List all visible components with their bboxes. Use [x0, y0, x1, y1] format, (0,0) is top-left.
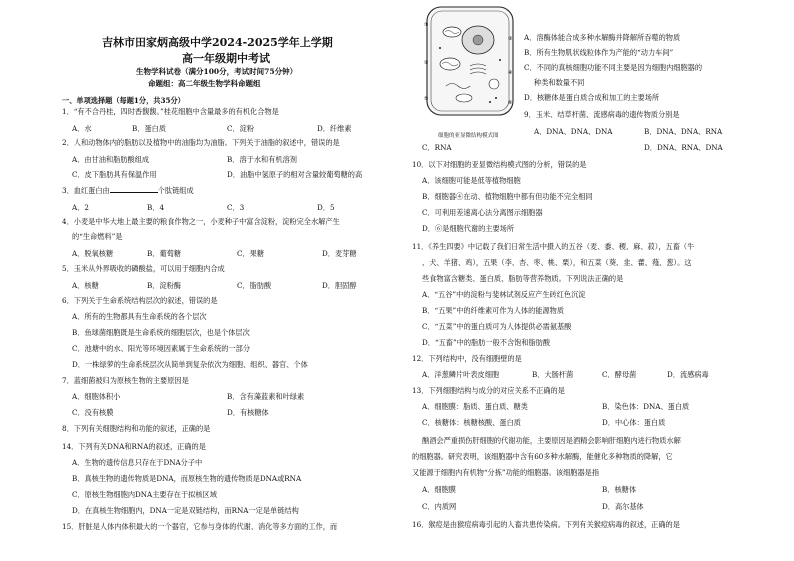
- q10-option-a[interactable]: A．该细胞可能是低等植物细胞: [422, 176, 521, 185]
- q8-option-d[interactable]: D．核糖体是蛋白质合成和加工的主要场所: [524, 93, 660, 102]
- q16-stem: 16．猴痘是由猴痘病毒引起的人畜共患传染病。下列有关猴痘病毒的叙述，正确的是: [412, 520, 680, 529]
- svg-text:①: ①: [424, 22, 429, 28]
- q6-stem: 6．下列关于生命系统结构层次的叙述，错误的是: [62, 296, 218, 305]
- q12-option-a[interactable]: A．洋葱鳞片叶表皮细胞: [422, 370, 500, 379]
- q13-option-c[interactable]: C．核糖体：核糖核酸、蛋白质: [422, 418, 521, 427]
- q14-option-c[interactable]: C．原核生物细胞内DNA主要存在于拟核区域: [72, 490, 217, 499]
- svg-text:④: ④: [508, 70, 513, 76]
- q11-stem-1: 11．《养生四要》中记载了我们日常生活中摄入的五谷（麦、黍、稷、麻、菽），五畜（牛: [412, 242, 695, 251]
- q6-option-c[interactable]: C．池塘中的水、阳光等环境因素属于生命系统的一部分: [72, 344, 251, 353]
- svg-text:②: ②: [424, 60, 429, 66]
- q6-option-d[interactable]: D．一株绿萝的生命系统层次从简单到复杂依次为细胞、组织、器官、个体: [72, 360, 308, 369]
- q13-option-d[interactable]: D．中心体：蛋白质: [602, 418, 666, 427]
- passage-line-1: 酗酒会严重损伤肝细胞的代谢功能，主要原因是酒精会影响肝细胞内进行物质水解: [422, 436, 681, 445]
- q3-stem-post: 个肽链组成: [157, 186, 194, 195]
- q5-option-d[interactable]: D．胆固醇: [322, 281, 357, 290]
- cell-diagram: [424, 4, 516, 128]
- q7-option-d[interactable]: D．有核糖体: [227, 408, 269, 417]
- q11-option-b[interactable]: B．“五果”中的纤维素可作为人体的能源物质: [422, 306, 565, 315]
- q4-option-b[interactable]: B．葡萄糖: [147, 249, 182, 258]
- q8-option-a[interactable]: A．溶酶体能合成多种水解酶并降解所吞噬的物质: [524, 33, 681, 42]
- q14-stem: 14．下列有关DNA和RNA的叙述，正确的是: [62, 442, 206, 451]
- q5-option-c[interactable]: C．脂肪酸: [237, 281, 272, 290]
- q2-stem: 2．人和动物体内的脂肪以及植物中的油脂均为油脂。下列关于油脂的叙述中，错误的是: [62, 138, 340, 147]
- q1-option-d[interactable]: D．纤维素: [317, 124, 352, 133]
- svg-text:③: ③: [508, 36, 513, 42]
- figure-caption: 细胞的亚显微结构模式图: [438, 133, 499, 139]
- q10-option-c[interactable]: C．可利用差速离心法分离图示细胞器: [422, 208, 543, 217]
- q3-stem-pre: 3．血红蛋白由: [62, 186, 110, 195]
- q15-stem: 15．肝脏是人体内体积最大的一个器官，它参与身体的代谢、消化等多方面的工作，而: [62, 522, 338, 531]
- q7-option-c[interactable]: C．没有核膜: [72, 408, 114, 417]
- q1-option-a[interactable]: A．水: [72, 124, 92, 133]
- svg-text:⑤: ⑤: [424, 96, 429, 102]
- q6-option-a[interactable]: A．所有的生物都具有生命系统的各个层次: [72, 312, 207, 321]
- q10-stem: 10．以下对细胞的亚显微结构模式图的分析，错误的是: [412, 160, 587, 169]
- q9-option-b[interactable]: B．DNA、DNA、RNA: [644, 127, 723, 136]
- q4-option-c[interactable]: C．果糖: [237, 249, 265, 258]
- q2-option-d[interactable]: D．油脂中氢原子的相对含量较葡萄糖的高: [227, 170, 363, 179]
- passage-option-b[interactable]: B．核糖体: [602, 485, 637, 494]
- q5-stem: 5．玉米从外界吸收的磷酸盐，可以用于细胞内合成: [62, 264, 225, 273]
- q8-stem: 8．下列有关细胞结构和功能的叙述，正确的是: [62, 424, 211, 433]
- right-column: [412, 0, 742, 561]
- section-heading: 一、单项选择题（每题1分，共35分）: [62, 96, 185, 105]
- svg-text:⑥: ⑥: [508, 100, 513, 106]
- passage-option-a[interactable]: A．细胞膜: [422, 485, 456, 494]
- q3-blank: [110, 186, 158, 193]
- exam-subtitle: 高一年级期中考试: [182, 52, 270, 65]
- q9-option-d[interactable]: D．DNA、RNA、DNA: [644, 143, 723, 152]
- exam-author: 命题组：高二年级生物学科命题组: [148, 79, 261, 88]
- q3-option-c[interactable]: C．3: [227, 203, 245, 212]
- q14-option-b[interactable]: B．真核生物的遗传物质是DNA，而原核生物的遗传物质是DNA或RNA: [72, 474, 302, 483]
- q4-stem-1: 4．小麦是中华大地上最主要的粮食作物之一，小麦种子中富含淀粉，淀粉完全水解产生: [62, 217, 340, 226]
- q2-option-b[interactable]: B．溶于水和有机溶剂: [227, 155, 297, 164]
- q5-option-a[interactable]: A．核糖: [72, 281, 99, 290]
- q14-option-a[interactable]: A．生物的遗传信息只存在于DNA分子中: [72, 458, 203, 467]
- q11-stem-2: 、犬、羊猪、鸡），五果（李、杏、枣、桃、栗），和五菜（葵、韭、藿、薤、葱）。这: [422, 258, 692, 267]
- q3-stem: [62, 186, 194, 195]
- q12-option-d[interactable]: D．流感病毒: [667, 370, 709, 379]
- q2-option-a[interactable]: A．由甘油和脂肪酸组成: [72, 155, 150, 164]
- q7-option-a[interactable]: A．细胞体积小: [72, 392, 121, 401]
- q14-option-d[interactable]: D．在真核生物细胞内，DNA一定是双链结构，而RNA一定是单链结构: [72, 506, 299, 515]
- q3-option-a[interactable]: A．2: [72, 203, 89, 212]
- q9-option-c[interactable]: C．RNA: [422, 143, 452, 152]
- q9-option-a[interactable]: A．DNA、DNA、DNA: [534, 127, 613, 136]
- q9-stem: 9．玉米、结草杆菌、流感病毒的遗传物质分别是: [524, 110, 680, 119]
- q7-stem: 7．蓝细菌被归为原核生物的主要原因是: [62, 376, 189, 385]
- q6-option-b[interactable]: B．鱼球菌细胞既是生命系统的细胞层次，也是个体层次: [72, 328, 250, 337]
- q11-option-d[interactable]: D．“五畜”中的脂肪一般不含饱和脂肪酸: [422, 338, 551, 347]
- q13-option-b[interactable]: B．染色体：DNA、蛋白质: [602, 402, 690, 411]
- q12-option-c[interactable]: C．酵母菌: [602, 370, 637, 379]
- exam-title: 吉林市田家炳高级中学2024-2025学年上学期: [102, 36, 333, 49]
- q8-option-b[interactable]: B．所有生物肌状线粒体作为产能的“动力车间”: [524, 48, 674, 57]
- q1-option-c[interactable]: C．淀粉: [227, 124, 255, 133]
- q10-option-d[interactable]: D．⑥是细胞代谢的主要场所: [422, 224, 515, 233]
- q4-option-d[interactable]: D．麦芽糖: [322, 249, 357, 258]
- q8-option-c-cont: 种类和数量不同: [534, 78, 585, 87]
- q4-stem-2: 的“生命燃料”是: [72, 232, 123, 241]
- q10-option-b[interactable]: B．细胞器④在动、植物细胞中都有但功能不完全相同: [422, 192, 593, 201]
- q7-option-b[interactable]: B．含有藻蓝素和叶绿素: [227, 392, 305, 401]
- q5-option-b[interactable]: B．淀粉酶: [147, 281, 182, 290]
- q12-option-b[interactable]: B．大肠杆菌: [532, 370, 574, 379]
- q11-stem-3: 些食物富含糖类、蛋白质、脂肪等营养物质。下列说法正确的是: [422, 274, 624, 283]
- q3-option-b[interactable]: B．4: [147, 203, 165, 212]
- exam-info: 生物学科试卷（满分100分，考试时间75分钟）: [136, 67, 298, 76]
- q4-option-a[interactable]: A．脱氧核糖: [72, 249, 114, 258]
- q3-option-d[interactable]: D．5: [317, 203, 335, 212]
- q1-stem: 1．“有不合丹桂，四时香馥馥。”桂花细胞中含量最多的有机化合物是: [62, 107, 279, 116]
- passage-line-2: 的细胞器。研究表明，该细胞器中含有60多种水解酶，能催化多种物质的降解，它: [412, 452, 673, 461]
- passage-option-d[interactable]: D．高尔基体: [602, 502, 644, 511]
- q13-stem: 13．下列细胞结构与成分的对应关系不正确的是: [412, 386, 565, 395]
- q2-option-c[interactable]: C．皮下脂肪具有保温作用: [72, 170, 157, 179]
- q13-option-a[interactable]: A．细胞膜：脂质、蛋白质、糖类: [422, 402, 528, 411]
- q11-option-c[interactable]: C．“五菜”中的蛋白质可为人体提供必需氨基酸: [422, 322, 572, 331]
- passage-option-c[interactable]: C．内质网: [422, 502, 457, 511]
- q11-option-a[interactable]: A．“五谷”中的淀粉与斐林试剂反应产生砖红色沉淀: [422, 290, 586, 299]
- q12-stem: 12．下列结构中，没有细胞壁的是: [412, 354, 522, 363]
- passage-line-3: 又能源于细胞内有机物“分拣”功能的细胞器。该细胞器是指: [412, 468, 600, 477]
- q8-option-c[interactable]: C．不同的真核细胞功能不同主要是因为细胞内细胞器的: [524, 63, 703, 72]
- q1-option-b[interactable]: B．蛋白质: [132, 124, 167, 133]
- left-column: [62, 0, 397, 561]
